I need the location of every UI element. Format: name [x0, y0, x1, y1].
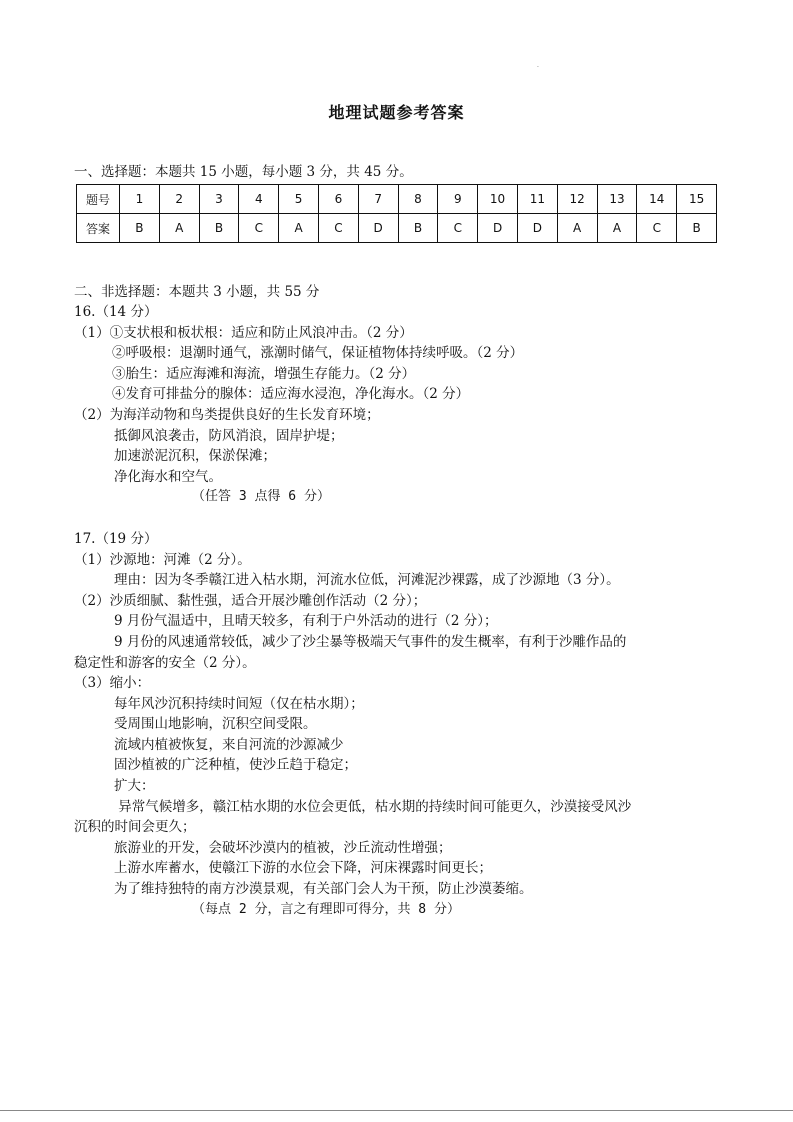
- answer-cell: C: [438, 214, 478, 243]
- answer-cell: A: [597, 214, 637, 243]
- q17-p2-a: （2）沙质细腻、黏性强，适合开展沙雕创作活动（2 分）；: [74, 592, 427, 609]
- q17-p2-c2: 稳定性和游客的安全（2 分）。: [74, 654, 256, 671]
- q16-p2-c: 加速淤泥沉积，保淤保滩；: [114, 448, 276, 465]
- q17-p1-b: 理由：因为冬季赣江进入枯水期，河流水位低，河滩泥沙裸露，成了沙源地（3 分）。: [114, 572, 620, 589]
- question-number-cell: 2: [159, 185, 199, 214]
- question-number-cell: 1: [120, 185, 160, 214]
- answer-cell: C: [637, 214, 677, 243]
- q17-p2-c1: 9 月份的风速通常较低，减少了沙尘暴等极端天气事件的发生概率，有利于沙雕作品的: [114, 633, 627, 650]
- question-number-cell: 13: [597, 185, 637, 214]
- q17-p2-b: 9 月份气温适中，且晴天较多，有利于户外活动的进行（2 分）；: [114, 613, 498, 630]
- answer-cell: A: [159, 214, 199, 243]
- question-number-cell: 6: [318, 185, 358, 214]
- answer-row: [77, 214, 717, 243]
- row-head-answer: 答案: [77, 214, 120, 243]
- question-number-cell: 3: [199, 185, 239, 214]
- q17-p3-f: 扩大：: [114, 778, 155, 795]
- answer-cell: C: [239, 214, 279, 243]
- q17-p3-g2: 沉积的时间会更久；: [74, 819, 196, 836]
- answer-cell: B: [199, 214, 239, 243]
- question-number-cell: 14: [637, 185, 677, 214]
- answer-cell: D: [358, 214, 398, 243]
- q16-p2-d: 净化海水和空气。: [114, 468, 222, 485]
- answer-cell: A: [557, 214, 597, 243]
- q17-p3-c: 受周围山地影响，沉积空间受限。: [114, 716, 317, 733]
- question-number-cell: 9: [438, 185, 478, 214]
- number-row: [77, 185, 717, 214]
- q16-p1-c: ③胎生：适应海滩和海流，增强生存能力。（2 分）: [112, 365, 416, 382]
- answer-cell: B: [120, 214, 160, 243]
- q17-p3-h: 旅游业的开发，会破坏沙漠内的植被，沙丘流动性增强；: [114, 839, 452, 856]
- q17-p3-j: 为了维持独特的南方沙漠景观，有关部门会人为干预，防止沙漠萎缩。: [114, 881, 533, 898]
- answer-table: [76, 184, 717, 243]
- q17-p3-a: （3）缩小：: [74, 675, 151, 692]
- q16-p1-a: （1）①支状根和板状根：适应和防止风浪冲击。（2 分）: [74, 324, 413, 341]
- q17-p3-i: 上游水库蓄水，使赣江下游的水位会下降，河床裸露时间更长；: [114, 860, 492, 877]
- question-number-cell: 12: [557, 185, 597, 214]
- q17-p3-e: 固沙植被的广泛种植，使沙丘趋于稳定；: [114, 757, 357, 774]
- spacer: [74, 508, 734, 529]
- q16-heading: 16.（14 分）: [74, 304, 158, 320]
- q17-heading: 17.（19 分）: [74, 530, 158, 547]
- q16-score-note: （任答 3 点得 6 分）: [192, 489, 330, 505]
- q16-p2-a: （2）为海洋动物和鸟类提供良好的生长发育环境；: [74, 406, 380, 423]
- q16-p1-d: ④发育可排盐分的腺体：适应海水浸泡，净化海水。（2 分）: [112, 386, 470, 403]
- question-number-cell: 15: [677, 185, 717, 214]
- answer-cell: A: [279, 214, 319, 243]
- question-number-cell: 11: [517, 185, 557, 214]
- answers-body: [74, 302, 734, 920]
- question-number-cell: 8: [398, 185, 438, 214]
- answer-cell: B: [677, 214, 717, 243]
- q17-p3-g1: 异常气候增多，赣江枯水期的水位会更低，枯水期的持续时间可能更久，沙漠接受风沙: [114, 798, 632, 815]
- q16-p2-b: 抵御风浪袭击，防风消浪，固岸护堤；: [114, 427, 344, 444]
- question-number-cell: 7: [358, 185, 398, 214]
- answer-cell: D: [517, 214, 557, 243]
- q16-p1-b: ②呼吸根：退潮时通气，涨潮时储气，保证植物体持续呼吸。（2 分）: [112, 345, 524, 362]
- section1-heading: 一、选择题：本题共 15 小题，每小题 3 分，共 45 分。: [74, 164, 413, 180]
- answer-cell: D: [478, 214, 518, 243]
- q17-p3-b: 每年风沙沉积持续时间短（仅在枯水期）；: [114, 695, 364, 712]
- row-head-number: 题号: [77, 185, 120, 214]
- scan-dot: ·: [537, 64, 539, 71]
- answer-cell: C: [318, 214, 358, 243]
- page-bottom-rule: [0, 1110, 793, 1111]
- q17-p3-d: 流域内植被恢复，来自河流的沙源减少: [114, 736, 344, 753]
- answer-cell: B: [398, 214, 438, 243]
- section2-heading: 二、非选择题：本题共 3 小题，共 55 分: [74, 284, 320, 300]
- question-number-cell: 10: [478, 185, 518, 214]
- page-title: 地理试题参考答案: [328, 103, 465, 122]
- question-number-cell: 4: [239, 185, 279, 214]
- question-number-cell: 5: [279, 185, 319, 214]
- q17-score-note: （每点 2 分，言之有理即可得分，共 8 分）: [192, 901, 460, 917]
- q17-p1-a: （1）沙源地：河滩（2 分）。: [74, 551, 251, 568]
